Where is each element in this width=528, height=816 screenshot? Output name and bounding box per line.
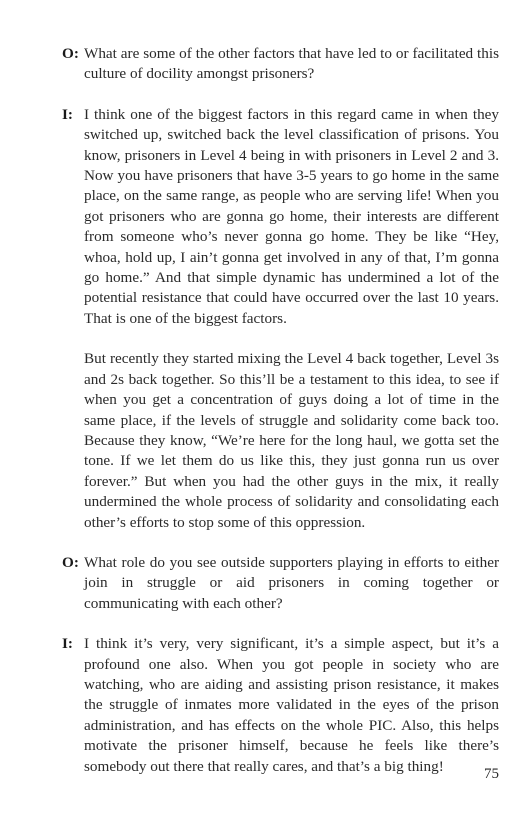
answer-paragraph: I think one of the biggest factors in this regard came in when they switched up, switched back the level classification of prisons. You know, prisoners in Level 4 being in with prisoners in Level 2 and 3. Now you have prisoners that have 3-5 years to go home in the same place, on the same range, as people who are serving life! When you got prisoners who are gonna go home, their interests are different from someone who’s never gonna go home. They be like “Hey, whoa, hold up, I ain’t gonna get involved in any of that, I’m gonna go home.” And that simple dynamic has undermined a lot of the potential resistance that could have occurred over the last 10 years. That is one of the biggest factors. xyxy=(84,105,499,327)
speaker-label: I: xyxy=(62,635,73,653)
interview-page xyxy=(62,44,499,777)
speaker-label: O: xyxy=(62,553,79,571)
question-text: What are some of the other factors that have led to or facilitated this culture of docility amongst prisoners? xyxy=(84,45,499,83)
interviewee-answer-2 xyxy=(62,634,499,777)
interviewer-question-1 xyxy=(62,44,499,85)
speaker-label: I: xyxy=(62,105,73,123)
interviewee-answer-1 xyxy=(62,105,499,329)
question-text: What role do you see outside supporters playing in efforts to either join in struggle or aid prisoners in coming together or communicating with each other? xyxy=(84,553,499,612)
page-number: 75 xyxy=(484,766,499,782)
interviewer-question-2 xyxy=(62,553,499,614)
speaker-label: O: xyxy=(62,45,79,62)
answer-paragraph: I think it’s very, very significant, it’s a simple aspect, but it’s a profound one also. When you got people in society who are watching, who are aiding and assisting prison resistance, it makes the struggle of inmates more validated in the eyes of the prison administration, and has effects on the whole PIC. Also, this helps motivate the prisoner himself, because he feels like there’s somebody out there that really cares, and that’s a big thing! xyxy=(84,635,499,775)
answer-paragraph-continued: But recently they started mixing the Level 4 back together, Level 3s and 2s back together. So this’ll be a testament to this idea, to see if when you get a concentration of guys doing a lot of time in the same place, if the levels of struggle and solidarity come back too. Because they know, “We’re here for the long haul, we gotta set the tone. If we let them do us like this, they just gonna run us over forever.” But when you had the other guys in the mix, it really undermined the whole process of solidarity and consolidating each other’s efforts to stop some of this oppression. xyxy=(84,350,499,531)
